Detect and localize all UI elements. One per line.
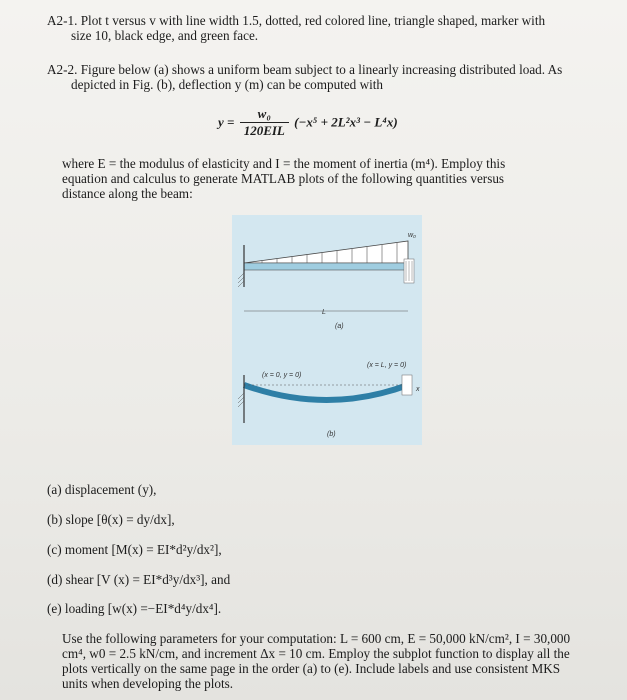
equation-lhs: y = — [218, 114, 235, 130]
x-axis-label: x — [416, 386, 420, 393]
right-boundary-condition: (x = L, y = 0) — [367, 362, 407, 369]
problem1-line1: A2-1. Plot t versus v with line width 1.5, dotted, red colored line, triangle shaped, marker with — [47, 13, 546, 28]
problem2-line1: A2-2. Figure below (a) shows a uniform beam subject to a linearly increasing distributed load. As — [47, 62, 563, 77]
equation-numerator: w₀ — [240, 106, 289, 123]
problem1-line2: size 10, black edge, and green face. — [71, 28, 259, 43]
equation-fraction — [240, 106, 289, 139]
list-item-shear: (d) shear [V (x) = EI*d³y/dx³], and — [47, 572, 231, 587]
parameters-line3: plots vertically on the same page in the order (a) to (e). Include labels and use consistent MKS — [62, 661, 561, 676]
beam-diagram — [232, 215, 422, 445]
parameters-line1: Use the following parameters for your computation: L = 600 cm, E = 50,000 kN/cm², I = 30,000 — [62, 631, 571, 646]
parameters-line2: cm⁴, w0 = 2.5 kN/cm, and increment Δx = 10 cm. Employ the subplot function to display all the — [62, 646, 570, 661]
list-item-loading: (e) loading [w(x) =−EI*d⁴y/dx⁴]. — [47, 601, 222, 616]
equation-rhs: (−x⁵ + 2L²x³ − L⁴x) — [294, 114, 398, 130]
deflection-equation — [218, 106, 398, 139]
description-line1: where E = the modulus of elasticity and I = the moment of inertia (m⁴). Employ this — [62, 156, 506, 171]
w0-label: w₀ — [408, 232, 417, 239]
left-boundary-condition: (x = 0, y = 0) — [262, 372, 302, 379]
beam-figure — [232, 215, 422, 445]
equation-denominator: 120EIL — [243, 123, 285, 138]
list-item-displacement: (a) displacement (y), — [47, 482, 157, 497]
description-line2: equation and calculus to generate MATLAB plots of the following quantities versus — [62, 171, 505, 186]
description-line3: distance along the beam: — [62, 186, 193, 201]
beam-a — [244, 263, 408, 270]
figure-a-label: (a) — [335, 323, 344, 330]
problem2-line2: depicted in Fig. (b), deflection y (m) can be computed with — [71, 77, 384, 92]
list-item-slope: (b) slope [θ(x) = dy/dx], — [47, 512, 175, 527]
list-item-moment: (c) moment [M(x) = EI*d²y/dx²], — [47, 542, 222, 557]
length-label: L — [322, 309, 326, 316]
parameters-line4: units when developing the plots. — [62, 676, 234, 691]
roller-support-b — [402, 375, 412, 395]
figure-b-label: (b) — [327, 431, 336, 438]
